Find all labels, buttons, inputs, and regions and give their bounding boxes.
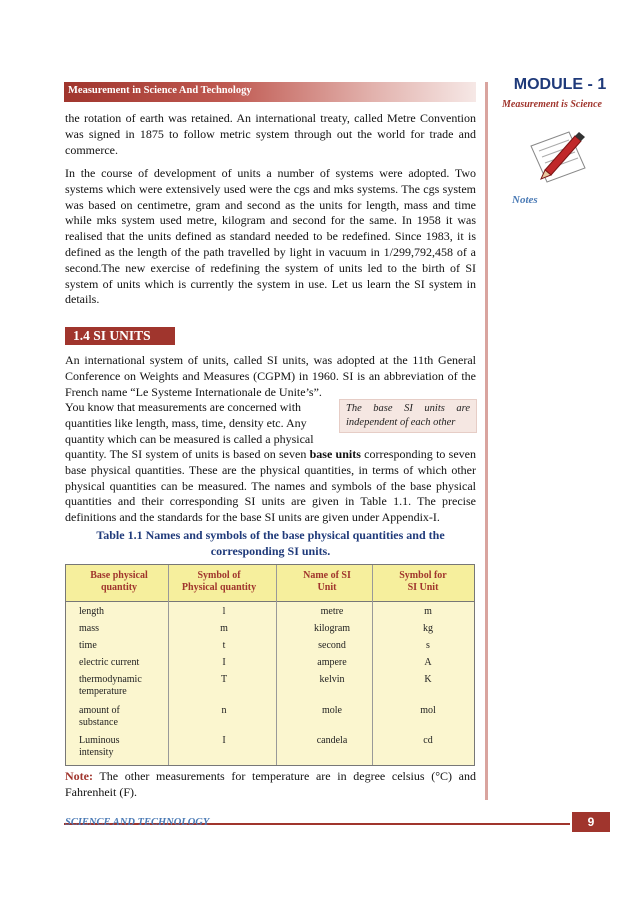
cell-quantity: time	[79, 640, 97, 651]
column-header: Base physical quantity	[90, 570, 148, 593]
sidenote-text: The base SI units are independent of each other	[346, 403, 470, 428]
cell-quantity: length	[79, 606, 104, 617]
section-heading	[65, 327, 175, 345]
paragraph-systems: In the course of development of units a number of systems were adopted. Two systems which were extensively used were the cgs and mks systems. The cgs system was based on centimetre, gram and second as the units for length, mass and time while mks system used metre, kilogram and second for the same. In 1958 it was realised that the units defined as standard needed to be redefined. Since 1983, it is defined as the length of the path travelled by light in vacuum in 1/299,792,458 of a second.The new exercise of redefining the system of units led to the birth of SI system of units which is currently the system in use. Let us learn the SI system in details.	[65, 166, 476, 307]
text-run: quantity. The SI system of units is based on seven	[65, 447, 310, 461]
cell-unit: kelvin	[319, 674, 345, 685]
page-number: 9	[587, 815, 595, 829]
margin-divider	[485, 82, 488, 800]
cell-unit: mole	[322, 705, 342, 716]
paragraph-quantities-start	[65, 400, 335, 447]
notes-pen-icon	[525, 124, 591, 190]
note-label: Note:	[65, 769, 93, 783]
note-paragraph	[65, 769, 476, 801]
cell-unit: kilogram	[313, 623, 351, 634]
section-title: 1.4 SI UNITS	[73, 328, 151, 343]
paragraph-si-intro: An international system of units, called SI units, was adopted at the 11th General Conference on Weights and Measures (CGPM) in 1960. SI is an abbreviation of the French name “Le Systeme Internationale de Unite’s”.	[65, 353, 476, 399]
paragraph-base-units	[65, 447, 476, 526]
cell-unit-symbol: m	[424, 606, 432, 617]
base-units-term: base units	[309, 447, 361, 461]
page-number-box	[572, 812, 610, 832]
cell-quantity: thermodynamic temperature	[79, 674, 142, 697]
notes-label: Notes	[512, 194, 538, 206]
cell-symbol: l	[222, 606, 226, 617]
cell-symbol: T	[220, 674, 228, 685]
text-line: You know that measurements are concerned with	[65, 400, 302, 414]
cell-unit-symbol: A	[424, 657, 432, 668]
note-text: The other measurements for temperature are in degree celsius (°C) and Fahrenheit (F).	[65, 769, 476, 799]
cell-unit-symbol: K	[424, 674, 432, 685]
header-bar	[64, 82, 476, 102]
cell-symbol: I	[222, 735, 226, 746]
cell-unit: metre	[320, 606, 344, 617]
cell-symbol: I	[222, 657, 226, 668]
text-line: quantity which can be measured is called a physical	[65, 431, 314, 446]
cell-symbol: m	[220, 623, 228, 634]
footer-text: SCIENCE AND TECHNOLOGY	[65, 817, 210, 828]
text-line: quantities like length, mass, time, density etc. Any	[65, 415, 307, 430]
column-header: Name of SI Unit	[303, 570, 351, 593]
header-title: Measurement in Science And Technology	[68, 85, 252, 96]
cell-quantity: amount of substance	[79, 705, 120, 728]
caption-line: Table 1.1 Names and symbols of the base physical quantities and the	[96, 528, 445, 542]
text-run: corresponding to seven base physical quantities. These are the physical quantities, in terms of which other physical quantities can be measured. The names and symbols of the base physical quantities and their corresponding SI units are given in Table 1.1. The precise definitions and the standards for the base SI units are given under Appendix-I.	[65, 447, 476, 525]
column-header: Symbol for SI Unit	[399, 570, 447, 593]
paragraph-intro: the rotation of earth was retained. An international treaty, called Metre Convention was signed in 1875 to follow metric system through out the world for trade and commerce.	[65, 111, 476, 157]
cell-symbol: t	[222, 640, 226, 651]
module-subtitle: Measurement is Science	[502, 99, 602, 110]
cell-quantity: mass	[79, 623, 99, 634]
cell-unit-symbol: mol	[420, 705, 436, 716]
cell-unit: second	[318, 640, 346, 651]
table-header	[66, 565, 474, 602]
si-units-table	[65, 564, 475, 766]
cell-symbol: n	[221, 705, 227, 716]
cell-unit-symbol: kg	[423, 623, 433, 634]
column-header: Symbol of Physical quantity	[181, 570, 257, 593]
cell-quantity: electric current	[79, 657, 140, 668]
caption-line: corresponding SI units.	[210, 544, 331, 558]
cell-unit: ampere	[317, 657, 347, 668]
cell-unit-symbol: s	[426, 640, 430, 651]
sidenote-box	[339, 399, 477, 433]
table-caption	[65, 527, 476, 559]
cell-unit-symbol: cd	[423, 735, 433, 746]
cell-unit: candela	[316, 735, 348, 746]
module-title: MODULE - 1	[513, 76, 607, 93]
cell-quantity: Luminous intensity	[79, 735, 120, 758]
